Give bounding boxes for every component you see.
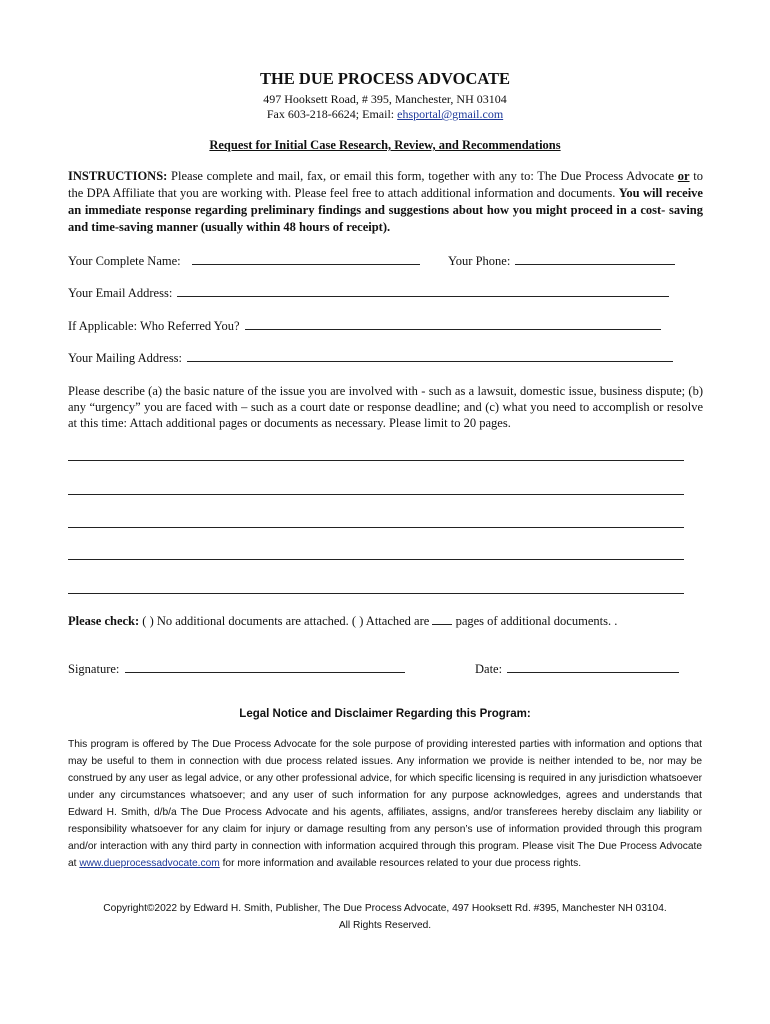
instructions-label: INSTRUCTIONS: — [68, 169, 168, 183]
email-label: Your Email Address: — [68, 286, 173, 300]
contact-line — [0, 107, 770, 122]
issue-description-prompt: Please describe (a) the basic nature of the issue you are involved with - such as a lawsuit, domestic issue, business dispute; (b) any “urgency” you are faced with – such as a court date or response deadline; and (c) what you need to accomplish or resolve at this time: Attach additional pages or documents as necessary. Please limit to 20 pages. — [68, 384, 703, 430]
description-line-2[interactable] — [68, 494, 684, 495]
referred-field-row — [68, 318, 661, 334]
description-line-5[interactable] — [68, 593, 684, 594]
copyright-block — [60, 900, 710, 934]
email-input-line[interactable] — [177, 285, 669, 297]
instructions-text-2: to the DPA Affiliate that you are working with. Please feel free to attach additional information and documents. — [68, 169, 703, 200]
phone-field-row — [448, 253, 675, 269]
date-label: Date: — [475, 662, 503, 676]
phone-input-line[interactable] — [515, 253, 675, 265]
fax-label: Fax 603-218-6624; Email: — [266, 107, 398, 121]
name-input-line[interactable] — [192, 253, 420, 265]
copyright-line: Copyright©2022 by Edward H. Smith, Publisher, The Due Process Advocate, 497 Hooksett Rd. #395, Manchester NH 03104. — [103, 903, 667, 914]
email-link[interactable]: ehsportal@gmail.com — [397, 107, 504, 121]
check-label: Please check: — [68, 614, 140, 628]
rights-line: All Rights Reserved. — [338, 920, 432, 931]
instructions-text-1: Please complete and mail, fax, or email this form, together with any to: The Due Process Advocate — [167, 169, 678, 183]
email-field-row — [68, 285, 669, 301]
name-field-row — [68, 253, 420, 269]
street-address: 497 Hooksett Road, # 395, Manchester, NH 03104 — [263, 92, 507, 106]
signature-row — [68, 661, 405, 677]
organization-address-block — [0, 92, 770, 122]
organization-title: THE DUE PROCESS ADVOCATE — [259, 69, 511, 88]
mailing-field-row — [68, 350, 673, 366]
website-link[interactable]: www.dueprocessadvocate.com — [79, 858, 220, 869]
instructions-paragraph — [68, 168, 703, 236]
legal-body-end: for more information and available resources related to your due process rights. — [219, 858, 582, 869]
referred-input-line[interactable] — [245, 318, 661, 330]
instructions-or: or — [677, 169, 690, 183]
attachment-check-row — [68, 613, 617, 629]
phone-label: Your Phone: — [448, 254, 511, 268]
signature-label: Signature: — [68, 662, 120, 676]
date-row — [475, 661, 679, 677]
legal-heading: Legal Notice and Disclaimer Regarding this Program: — [239, 708, 531, 720]
referred-label: If Applicable: Who Referred You? — [68, 319, 240, 333]
description-line-3[interactable] — [68, 527, 684, 528]
mailing-label: Your Mailing Address: — [68, 351, 183, 365]
check-options-text-end: pages of additional documents. . — [452, 614, 618, 628]
mailing-input-line[interactable] — [187, 350, 673, 362]
check-options-text[interactable]: ( ) No additional documents are attached. ( ) Attached are — [139, 614, 433, 628]
legal-body: This program is offered by The Due Process Advocate for the sole purpose of providing interested parties with information and options that may be useful to them in connection with due process related issues. Any information we provide is neither intended to be, nor may be construed by any user as legal advice, or any other professional advice, for which specific licensing is required in any jurisdiction whatsoever under any circumstances whatsoever; and any user of such information for any purpose acknowledges, agrees and understands that Edward H. Smith, d/b/a The Due Process Advocate and his agents, affiliates, assigns, and/or transferees hereby disclaim any liability or responsibility whatsoever for any claim for injury or damage resulting from any person’s use of information provided through this program and/or interaction with any third party in connection with information acquired through this program. Please visit The Due Process Advocate at — [68, 739, 702, 869]
description-line-4[interactable] — [68, 559, 684, 560]
form-subtitle: Request for Initial Case Research, Review, and Recommendations — [209, 138, 561, 152]
instructions-bold-text: You will receive an immediate response regarding preliminary findings and suggestions about how you might proceed in a cost- saving and time-saving manner (usually within 48 hours of receipt). — [68, 186, 703, 234]
name-label: Your Complete Name: — [68, 254, 181, 268]
legal-disclaimer — [68, 736, 702, 872]
signature-input-line[interactable] — [125, 661, 405, 673]
pages-count-line[interactable] — [432, 613, 452, 625]
description-line-1[interactable] — [68, 460, 684, 461]
date-input-line[interactable] — [507, 661, 679, 673]
